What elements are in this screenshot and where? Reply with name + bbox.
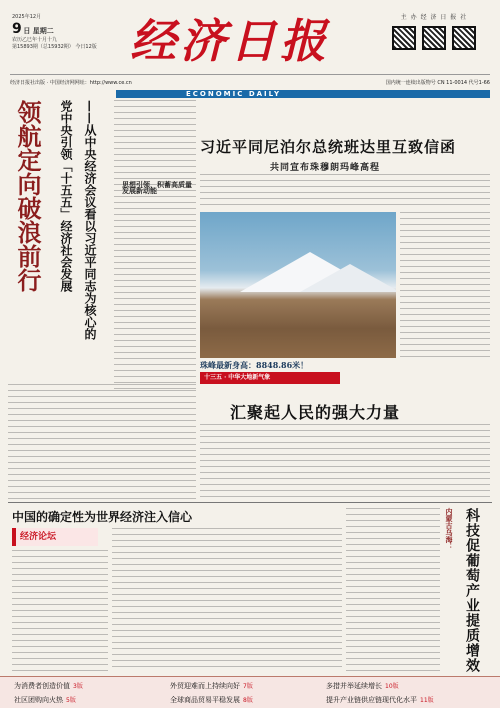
index-label: 社区团购向火热 (14, 696, 63, 704)
index-label: 外贸迎难而上持续向好 (170, 682, 240, 690)
date-block (12, 14, 122, 51)
bottom-headline: 中国的确定性为世界经济注入信心 (12, 510, 193, 524)
photo-caption: 珠峰最新身高：8848.86米！ (200, 360, 309, 370)
date-week: 日 星期二 (23, 27, 54, 35)
qr-code-icon (452, 26, 476, 50)
publication-info-bar (10, 74, 490, 88)
lead-headline-column (8, 100, 106, 380)
index-page: 3版 (73, 683, 83, 690)
main-story-body (200, 174, 490, 208)
right-vertical-kicker: 内蒙古乌海： (445, 508, 454, 550)
publisher-text: 主 办 经 济 日 报 社 (400, 14, 468, 21)
lead-article-body (114, 100, 196, 390)
series-banner: 十三五 · 中华大地新气象 (200, 372, 340, 384)
index-item[interactable] (170, 695, 253, 705)
lead-headline-red: 领航定向破浪前行 (13, 100, 42, 292)
main-subheadline: 共同宣布珠穆朗玛峰高程 (270, 163, 381, 173)
index-label: 提升产业链供应链现代化水平 (326, 696, 417, 704)
publisher-block (378, 14, 490, 50)
index-page: 7版 (243, 683, 253, 690)
index-label: 多措并举延续增长 (326, 682, 382, 690)
right-vertical-headline (444, 508, 492, 686)
page-index-bar (0, 676, 500, 708)
bottom-article-body (112, 528, 342, 672)
photo-side-text (400, 212, 490, 358)
index-label: 为消费者创造价值 (14, 682, 70, 690)
publication-info-left: 经济日报社出版 · 中国经济网网址：http://www.ce.cn (10, 80, 132, 86)
publication-info-right: 国内统一连续出版物号 CN 11-0014 代号1-66 (385, 80, 490, 86)
index-label: 全球商品贸易平稳发展 (170, 696, 240, 704)
article-text-lines (112, 528, 342, 672)
article-text-lines (200, 174, 490, 208)
qr-code-icon (392, 26, 416, 50)
index-page: 8版 (243, 697, 253, 704)
article-text-lines (346, 508, 440, 672)
article-text-lines (200, 424, 490, 500)
economic-daily-banner (116, 90, 490, 98)
section-headline: 汇聚起人民的强大力量 (230, 403, 401, 422)
index-item[interactable] (14, 695, 76, 705)
index-page: 5版 (66, 697, 76, 704)
article-text-lines (8, 384, 196, 500)
newspaper-logo: 经济日报 (130, 14, 330, 68)
lead-article-continuation (8, 384, 196, 500)
everest-photo (200, 212, 396, 358)
main-headline: 习近平同尼泊尔总统班达里互致信函 (200, 138, 457, 156)
index-item[interactable] (170, 681, 253, 691)
economic-daily-label: ECONOMIC DAILY (186, 90, 282, 98)
index-page: 10版 (385, 683, 399, 690)
index-item[interactable] (326, 695, 434, 705)
mountain-peak-icon (300, 264, 396, 292)
qr-code-icon (422, 26, 446, 50)
issue-number: 第15893期（总15932期） 今日12版 (12, 44, 97, 50)
index-item[interactable] (326, 681, 399, 691)
index-page: 11版 (420, 697, 434, 704)
forum-label: 经济论坛 (12, 528, 98, 546)
lunar-date: 农历乙巳年十月十九 (12, 37, 58, 43)
article-text-lines (114, 100, 196, 390)
article-text-lines (400, 212, 490, 358)
divider (8, 502, 492, 503)
date-line: 2025年12月 (12, 14, 42, 20)
right-vertical-title: 科技促葡萄产业提质增效 (464, 508, 480, 673)
lead-section-title: 思想引领，积蓄高质量发展新动能 (122, 180, 192, 195)
lead-headline-black-2: ——从中央经济会议看以习近平同志为核心的 (83, 100, 97, 340)
forum-article-body (12, 550, 108, 672)
section-article-body (200, 424, 490, 500)
date-day: 9 (12, 21, 22, 37)
right-article-body (346, 508, 440, 672)
index-item[interactable] (14, 681, 83, 691)
lead-headline-black-1: 党中央引领「十五五」经济社会发展 (59, 100, 73, 292)
article-text-lines (12, 550, 108, 672)
